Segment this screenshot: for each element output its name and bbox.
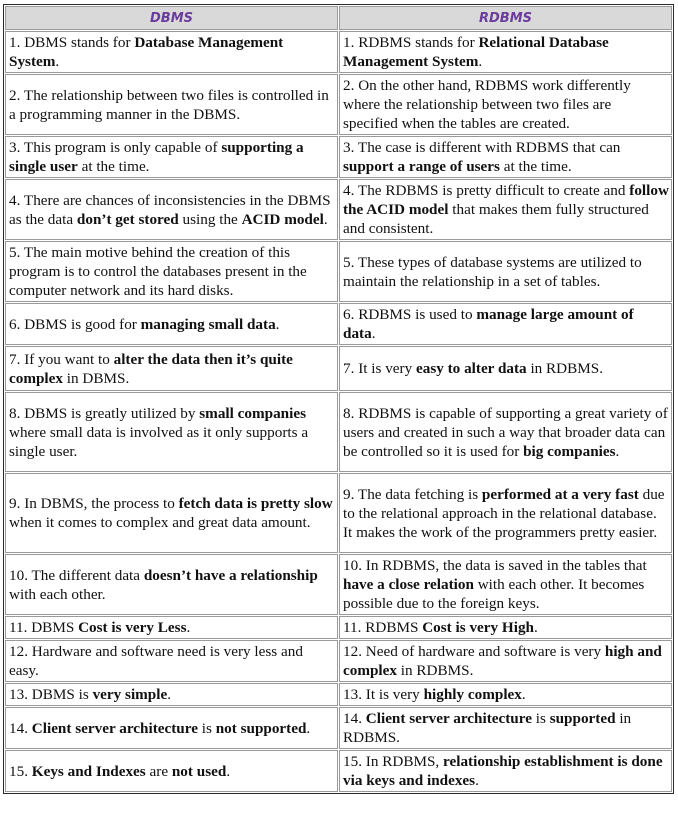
table-row	[5, 473, 672, 553]
rdbms-cell: 9. The data fetching is performed at a very fast due to the relational approach in the relational database. It makes the work of the programmers pretty easier.	[339, 473, 672, 553]
bold-phrase: very simple	[92, 686, 168, 703]
bold-phrase: not used	[171, 762, 227, 780]
table-row	[5, 303, 672, 345]
rdbms-cell: 12. Need of hardware and software is very high and complex in RDBMS.	[339, 640, 672, 682]
bold-phrase: follow the ACID model	[343, 182, 669, 218]
bold-phrase: Relational Database Management System	[343, 34, 609, 70]
rdbms-cell: 4. The RDBMS is pretty difficult to create and follow the ACID model that makes them fully structured and consistent.	[339, 179, 672, 240]
table-row	[5, 707, 672, 749]
bold-phrase: performed at a very fast	[481, 485, 639, 503]
dbms-cell: 11. DBMS Cost is very Less.	[5, 616, 338, 639]
bold-phrase: support a range of users	[343, 158, 500, 175]
dbms-cell: 14. Client server architecture is not supported.	[5, 707, 338, 749]
rdbms-cell: 13. It is very highly complex.	[339, 683, 672, 706]
table-row	[5, 136, 672, 178]
bold-phrase: small companies	[199, 404, 307, 422]
dbms-cell: 8. DBMS is greatly utilized by small companies where small data is involved as it only supports a single user.	[5, 392, 338, 472]
dbms-cell: 4. There are chances of inconsistencies in the DBMS as the data don’t get stored using the ACID model.	[5, 179, 338, 240]
bold-phrase: highly complex	[423, 686, 522, 703]
dbms-cell: 12. Hardware and software need is very less and easy.	[5, 640, 338, 682]
rdbms-cell: 2. On the other hand, RDBMS work differently where the relationship between two files are specified when the tables are created.	[339, 74, 672, 135]
bold-phrase: don’t get stored	[76, 210, 179, 228]
bold-phrase: Cost is very Less	[78, 619, 187, 636]
bold-phrase: Client server architecture	[31, 719, 198, 737]
rdbms-cell: 5. These types of database systems are utilized to maintain the relationship in a set of tables.	[339, 241, 672, 302]
rdbms-cell: 7. It is very easy to alter data in RDBMS.	[339, 346, 672, 391]
table-row	[5, 616, 672, 639]
dbms-cell: 9. In DBMS, the process to fetch data is pretty slow when it comes to complex and great data amount.	[5, 473, 338, 553]
bold-phrase: managing small data	[140, 315, 276, 333]
bold-phrase: doesn’t have a relationship	[143, 566, 318, 584]
table-header-row	[5, 6, 672, 30]
bold-phrase: supporting a single user	[9, 139, 304, 175]
dbms-cell: 3. This program is only capable of supporting a single user at the time.	[5, 136, 338, 178]
bold-phrase: easy to alter data	[415, 360, 527, 377]
dbms-cell: 6. DBMS is good for managing small data.	[5, 303, 338, 345]
table-row	[5, 346, 672, 391]
rdbms-cell: 14. Client server architecture is supported in RDBMS.	[339, 707, 672, 749]
bold-phrase: supported	[549, 710, 616, 727]
table-row	[5, 241, 672, 302]
bold-phrase: not supported	[215, 719, 307, 737]
table-body	[5, 31, 672, 792]
rdbms-cell: 8. RDBMS is capable of supporting a great variety of users and created in such a way that broader data can be controlled so it is used for big companies.	[339, 392, 672, 472]
bold-phrase: Database Management System	[9, 34, 284, 70]
rdbms-cell: 6. RDBMS is used to manage large amount of data.	[339, 303, 672, 345]
rdbms-cell: 11. RDBMS Cost is very High.	[339, 616, 672, 639]
bold-phrase: fetch data is pretty slow	[178, 495, 333, 512]
bold-phrase: Cost is very High	[422, 619, 534, 636]
bold-phrase: alter the data then it’s quite complex	[9, 350, 293, 387]
table-row	[5, 392, 672, 472]
bold-phrase: big companies	[523, 442, 616, 460]
header-dbms: DBMS	[5, 6, 338, 30]
dbms-cell: 5. The main motive behind the creation of this program is to control the databases present in the computer network and its hard disks.	[5, 241, 338, 302]
bold-phrase: Keys and Indexes	[31, 762, 146, 780]
bold-phrase: high and complex	[343, 643, 662, 679]
comparison-table-container	[3, 4, 674, 794]
rdbms-cell: 15. In RDBMS, relationship establishment is done via keys and indexes.	[339, 750, 672, 792]
bold-phrase: Client server architecture	[365, 710, 532, 727]
table-row	[5, 179, 672, 240]
rdbms-cell: 1. RDBMS stands for Relational Database Management System.	[339, 31, 672, 73]
table-row	[5, 554, 672, 615]
rdbms-cell: 3. The case is different with RDBMS that can support a range of users at the time.	[339, 136, 672, 178]
bold-phrase: ACID model	[241, 210, 324, 228]
dbms-cell: 15. Keys and Indexes are not used.	[5, 750, 338, 792]
dbms-cell: 1. DBMS stands for Database Management System.	[5, 31, 338, 73]
header-rdbms: RDBMS	[339, 6, 672, 30]
table-row	[5, 750, 672, 792]
dbms-vs-rdbms-table	[4, 5, 673, 793]
table-row	[5, 640, 672, 682]
table-row	[5, 683, 672, 706]
rdbms-cell: 10. In RDBMS, the data is saved in the tables that have a close relation with each other. It becomes possible due to the foreign keys.	[339, 554, 672, 615]
table-row	[5, 74, 672, 135]
bold-phrase: manage large amount of data	[343, 306, 634, 342]
bold-phrase: relationship establishment is done via keys and indexes	[343, 753, 663, 789]
dbms-cell: 2. The relationship between two files is controlled in a programming manner in the DBMS.	[5, 74, 338, 135]
dbms-cell: 10. The different data doesn’t have a relationship with each other.	[5, 554, 338, 615]
bold-phrase: have a close relation	[343, 576, 474, 593]
dbms-cell: 7. If you want to alter the data then it’s quite complex in DBMS.	[5, 346, 338, 391]
dbms-cell: 13. DBMS is very simple.	[5, 683, 338, 706]
table-row	[5, 31, 672, 73]
